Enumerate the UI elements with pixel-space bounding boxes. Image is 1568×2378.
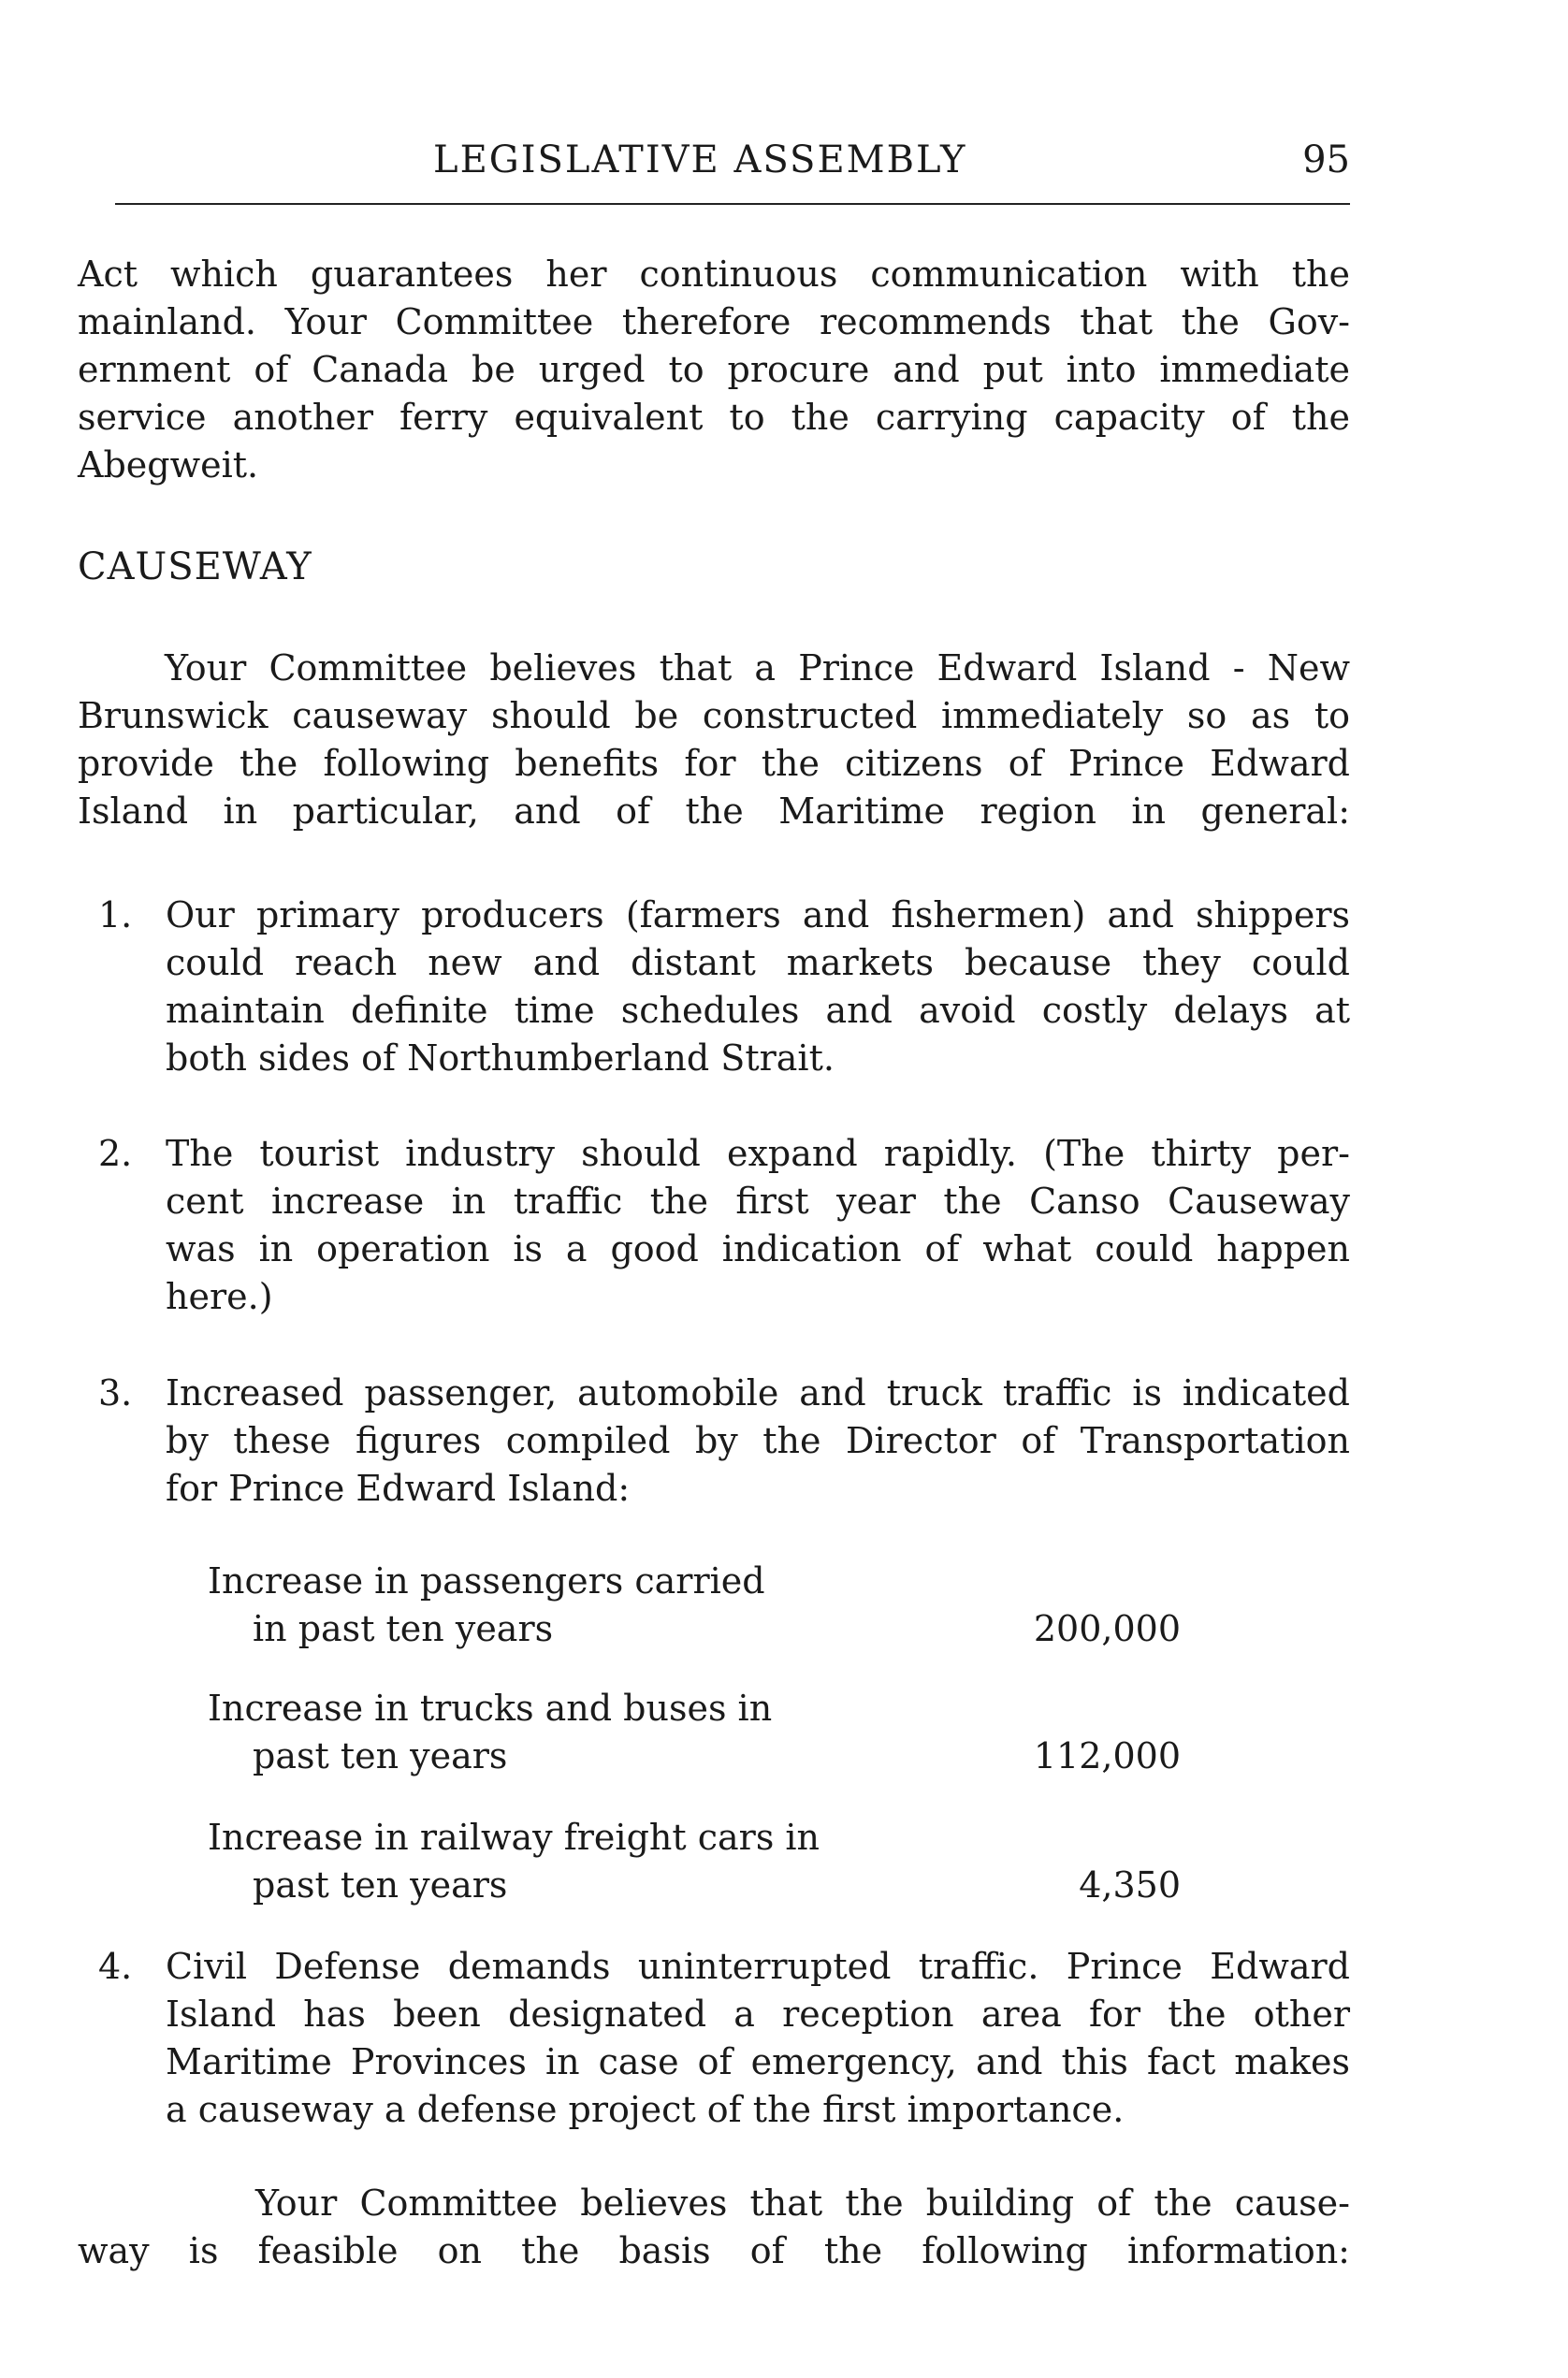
page-number: 95: [1302, 138, 1350, 181]
section-heading: CAUSEWAY: [78, 545, 312, 588]
figure-label: Increase in trucks and buses in: [208, 1688, 773, 1729]
text-line: Act which guarantees her continuous communication with the: [78, 254, 1350, 295]
text-line: could reach new and distant markets because they could: [166, 942, 1350, 983]
figure-row: [208, 1685, 1181, 1780]
text-line: a causeway a defense project of the first importance.: [166, 2089, 1125, 2130]
text-line: Brunswick causeway should be constructed immediately so as to: [78, 695, 1350, 736]
item-number: 3.: [98, 1372, 133, 1414]
text-line: here.): [166, 1276, 273, 1317]
figure-value: 4,350: [1079, 1864, 1181, 1906]
intro-paragraph: [78, 251, 1350, 489]
text-line: by these figures compiled by the Director of Transportation: [166, 1420, 1350, 1461]
header-rule: [115, 203, 1350, 205]
text-line: Island has been designated a reception area for the other: [166, 1994, 1350, 2035]
text-line: Civil Defense demands uninterrupted traffic. Prince Edward: [166, 1946, 1350, 1987]
text-line: cent increase in traffic the first year the Canso Causeway: [166, 1181, 1350, 1222]
figure-label: past ten years: [253, 1864, 508, 1906]
text-line: way is feasible on the basis of the following information:: [78, 2230, 1350, 2271]
item-number: 1.: [98, 894, 133, 935]
text-line: The tourist industry should expand rapidly. (The thirty per-: [166, 1133, 1350, 1174]
item-number: 4.: [98, 1946, 133, 1987]
figure-label: in past ten years: [253, 1608, 554, 1649]
list-item: [166, 1370, 1350, 1513]
text-line: Abegweit.: [78, 444, 259, 486]
list-item: [166, 1130, 1350, 1321]
figure-label: Increase in passengers carried: [208, 1560, 765, 1602]
text-line: both sides of Northumberland Strait.: [166, 1037, 835, 1079]
text-line: Our primary producers (farmers and fishermen) and shippers: [166, 894, 1350, 935]
text-line: service another ferry equivalent to the carrying capacity of the: [78, 397, 1350, 438]
text-line: maintain definite time schedules and avoid costly delays at: [166, 990, 1350, 1031]
list-item: [166, 892, 1350, 1082]
item-number: 2.: [98, 1133, 133, 1174]
figure-value: 112,000: [1033, 1735, 1181, 1776]
running-header: [78, 138, 1350, 195]
list-item: [166, 1943, 1350, 2134]
text-line: Maritime Provinces in case of emergency, and this fact makes: [166, 2041, 1350, 2082]
causeway-paragraph: [78, 645, 1350, 835]
figure-row: [208, 1558, 1181, 1653]
figure-label: past ten years: [253, 1735, 508, 1776]
text-line: Increased passenger, automobile and truck traffic is indicated: [166, 1372, 1350, 1414]
running-title: LEGISLATIVE ASSEMBLY: [433, 138, 967, 181]
figure-row: [208, 1814, 1181, 1909]
text-line: for Prince Edward Island:: [166, 1468, 631, 1509]
text-line: was in operation is a good indication of what could happen: [166, 1228, 1350, 1269]
figure-value: 200,000: [1033, 1608, 1181, 1649]
text-line: mainland. Your Committee therefore recommends that the Gov-: [78, 301, 1350, 342]
text-line: Your Committee believes that the building of the cause-: [255, 2182, 1350, 2224]
text-line: Your Committee believes that a Prince Edward Island - New: [165, 647, 1350, 689]
text-line: provide the following benefits for the citizens of Prince Edward: [78, 743, 1350, 784]
closing-paragraph: [78, 2180, 1350, 2275]
text-line: ernment of Canada be urged to procure and put into immediate: [78, 349, 1350, 390]
figure-label: Increase in railway freight cars in: [208, 1817, 820, 1858]
text-line: Island in particular, and of the Maritime region in general:: [78, 790, 1350, 832]
